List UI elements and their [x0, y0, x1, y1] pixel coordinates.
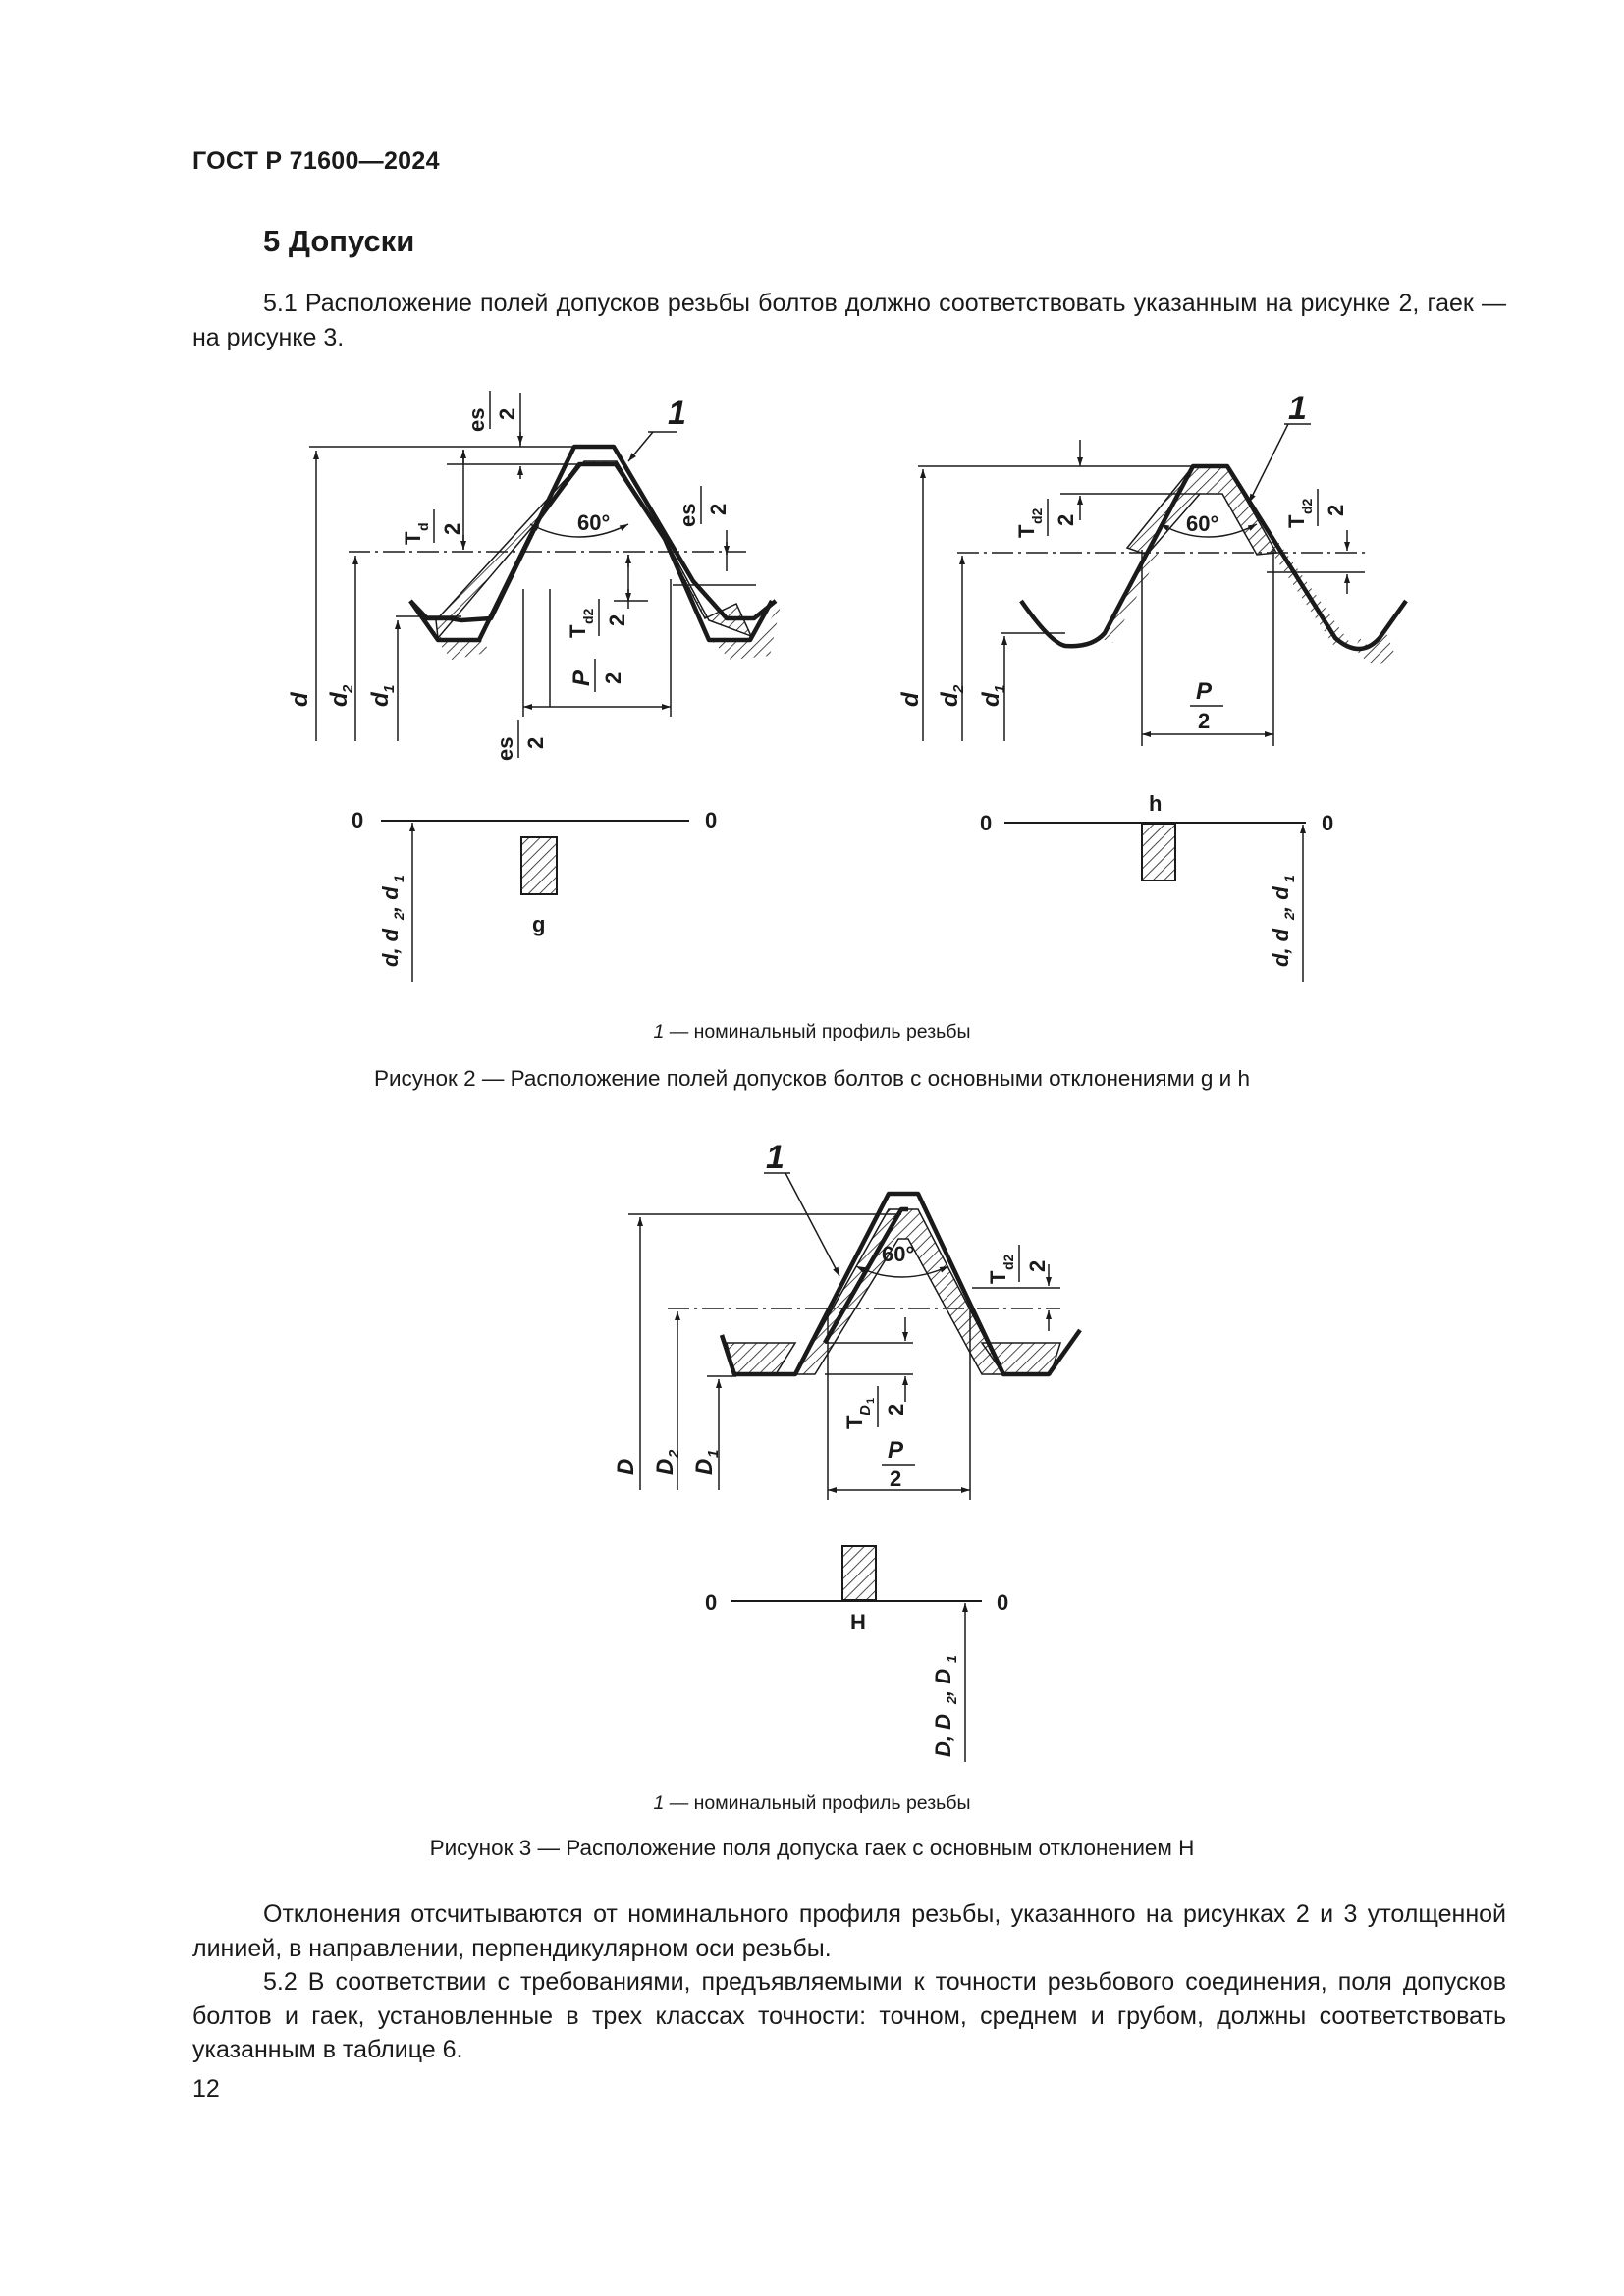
svg-text:T: T — [1284, 514, 1309, 528]
d1-label-h — [978, 685, 1008, 707]
svg-text:d2: d2 — [1029, 507, 1045, 524]
callout-label-H: 1 — [766, 1139, 785, 1176]
P-two-H: 2 — [890, 1467, 902, 1491]
zero-right-h: 0 — [1322, 811, 1334, 835]
p-two-h: 2 — [1198, 709, 1211, 733]
figure2-legend-number: 1 — [653, 1021, 665, 1042]
svg-text:T: T — [842, 1415, 867, 1429]
es-top-label — [464, 391, 519, 432]
angle-label: 60° — [577, 510, 611, 535]
svg-text:d: d — [415, 522, 431, 531]
svg-text:D: D — [857, 1405, 874, 1415]
callout-label-h: 1 — [1288, 390, 1307, 427]
tolerance-field-H — [842, 1546, 876, 1600]
svg-text:1: 1 — [391, 875, 406, 882]
zero-right-g: 0 — [705, 808, 718, 832]
p-half-label — [568, 659, 625, 692]
figure3-caption: Рисунок 3 — Расположение поля допуска гаек с основным отклонением H — [429, 1836, 1195, 1860]
paragraph-deviations-text: Отклонения отсчитываются от номинального профиля резьбы, указанного на рисунках 2 и 3 утолщенной линией, в направлении, перпендикулярном оси резьбы. — [192, 1900, 1506, 1962]
D2-label — [652, 1449, 682, 1475]
document-code: ГОСТ Р 71600—2024 — [192, 147, 440, 175]
callout-label: 1 — [668, 395, 686, 432]
zero-left-h: 0 — [980, 811, 993, 835]
paragraph-5-2 — [192, 1965, 1506, 2067]
paragraph-5-2-text: 5.2 В соответствии с требованиями, предъявляемыми к точности резьбового соединения, поля допусков болтов и гаек, установленные в трех классах точности: точном, среднем и грубом, должны соответствовать указанным в таблице 6. — [192, 1968, 1506, 2063]
svg-text:2: 2 — [340, 684, 356, 693]
svg-text:1: 1 — [992, 684, 1008, 693]
svg-text:, d: , d — [1269, 886, 1293, 912]
td2-H-label — [986, 1245, 1050, 1284]
svg-text:2: 2 — [1324, 504, 1348, 516]
svg-text:d: d — [978, 692, 1004, 707]
svg-text:2: 2 — [601, 671, 625, 684]
d1-label — [367, 685, 398, 707]
field-diagram-g — [352, 808, 717, 982]
svg-text:1: 1 — [381, 684, 398, 693]
figure2-legend-text: — номинальный профиль резьбы — [664, 1021, 971, 1042]
d-label — [287, 691, 313, 707]
figure2-caption: Рисунок 2 — Расположение полей допусков болтов с основными отклонениями g и h — [373, 1066, 1251, 1091]
axis-label-g — [378, 875, 406, 967]
es-right-label — [676, 486, 731, 527]
axis-label-H — [931, 1655, 959, 1757]
figure2-right-diagram — [897, 390, 1406, 746]
svg-text:es: es — [493, 736, 517, 761]
figure3-legend-number: 1 — [653, 1792, 665, 1814]
svg-text:es: es — [464, 407, 489, 432]
svg-text:2: 2 — [706, 503, 731, 515]
svg-text:1: 1 — [865, 1397, 877, 1404]
D-label — [613, 1459, 639, 1475]
svg-text:2: 2 — [666, 1449, 682, 1458]
svg-text:2: 2 — [944, 1696, 959, 1704]
svg-text:1: 1 — [1281, 875, 1297, 882]
paragraph-deviations — [192, 1897, 1506, 1965]
td-label — [401, 509, 464, 545]
bolt-h-root-hatch-right — [1355, 628, 1394, 664]
zero-left-g: 0 — [352, 808, 364, 832]
svg-text:T: T — [1014, 524, 1039, 538]
svg-text:2: 2 — [950, 684, 967, 693]
svg-text:2: 2 — [495, 407, 519, 420]
svg-text:D: D — [691, 1458, 718, 1475]
page-number: 12 — [192, 2075, 220, 2103]
D1-label — [691, 1450, 722, 1475]
td-h-label — [1014, 499, 1078, 538]
p-label-h: P — [1196, 678, 1213, 705]
svg-text:D, D: D, D — [931, 1714, 955, 1757]
svg-text:1: 1 — [944, 1655, 959, 1663]
svg-text:P: P — [568, 669, 595, 686]
svg-text:D: D — [652, 1458, 678, 1475]
callout-leader — [628, 432, 653, 461]
svg-text:d: d — [937, 692, 963, 707]
figure2-left-diagram — [287, 391, 781, 761]
d2-label — [326, 684, 356, 707]
svg-text:T: T — [401, 531, 425, 545]
field-label-H: H — [850, 1610, 866, 1634]
zero-left-H: 0 — [705, 1590, 718, 1615]
TD1-label — [842, 1386, 908, 1429]
paragraph-5-1-text: 5.1 Расположение полей допусков резьбы болтов должно соответствовать указанным на рисунке 2, гаек — на рисунке 3. — [192, 290, 1506, 351]
es-bottom-label — [493, 720, 548, 761]
svg-text:d: d — [287, 692, 313, 707]
svg-text:es: es — [676, 503, 700, 527]
d2-label-h — [937, 684, 967, 707]
td2-h-label — [1284, 489, 1348, 528]
svg-text:2: 2 — [1025, 1259, 1050, 1272]
axis-label-h — [1269, 875, 1297, 967]
svg-text:2: 2 — [440, 522, 464, 535]
angle-label-h: 60° — [1186, 511, 1219, 536]
svg-text:d: d — [367, 692, 394, 707]
callout-leader-H — [785, 1173, 839, 1276]
svg-text:d: d — [897, 692, 924, 707]
svg-text:2: 2 — [523, 736, 548, 749]
svg-text:2: 2 — [1054, 513, 1078, 526]
svg-text:d2: d2 — [1001, 1254, 1016, 1270]
svg-text:d: d — [326, 692, 352, 707]
svg-text:2: 2 — [605, 614, 629, 626]
svg-text:D: D — [613, 1458, 639, 1475]
figure3-legend — [0, 1792, 1624, 1815]
P-label-H: P — [888, 1437, 904, 1464]
tolerance-field-g — [521, 837, 557, 894]
figure3-diagram — [613, 1139, 1080, 1500]
nut-root-hatch-left — [727, 1343, 795, 1374]
svg-text:2: 2 — [884, 1403, 908, 1415]
svg-text:d2: d2 — [1299, 498, 1315, 514]
svg-text:T: T — [566, 624, 590, 638]
field-diagram-H — [705, 1546, 1008, 1762]
field-label-h: h — [1149, 791, 1163, 816]
section-title: 5 Допуски — [263, 224, 415, 258]
svg-text:, d: , d — [378, 886, 403, 912]
svg-text:, D: , D — [931, 1668, 955, 1696]
svg-text:d2: d2 — [580, 608, 596, 624]
svg-text:d, d: d, d — [378, 928, 403, 967]
field-diagram-h — [980, 791, 1333, 982]
figure2-legend — [0, 1021, 1624, 1043]
svg-text:2: 2 — [1281, 912, 1297, 920]
svg-text:1: 1 — [705, 1449, 722, 1458]
angle-label-H: 60° — [882, 1242, 915, 1266]
callout-leader-h — [1249, 424, 1288, 503]
tolerance-field-h — [1142, 824, 1175, 881]
svg-text:T: T — [986, 1270, 1010, 1284]
zero-right-H: 0 — [997, 1590, 1009, 1615]
svg-text:2: 2 — [391, 912, 406, 920]
nut-flank-hatch — [795, 1209, 1003, 1374]
td2-label — [566, 599, 629, 638]
figure3-legend-text: — номинальный профиль резьбы — [664, 1792, 971, 1814]
d-label-h — [897, 691, 924, 707]
svg-text:d, d: d, d — [1269, 928, 1293, 967]
field-label-g: g — [532, 912, 546, 936]
